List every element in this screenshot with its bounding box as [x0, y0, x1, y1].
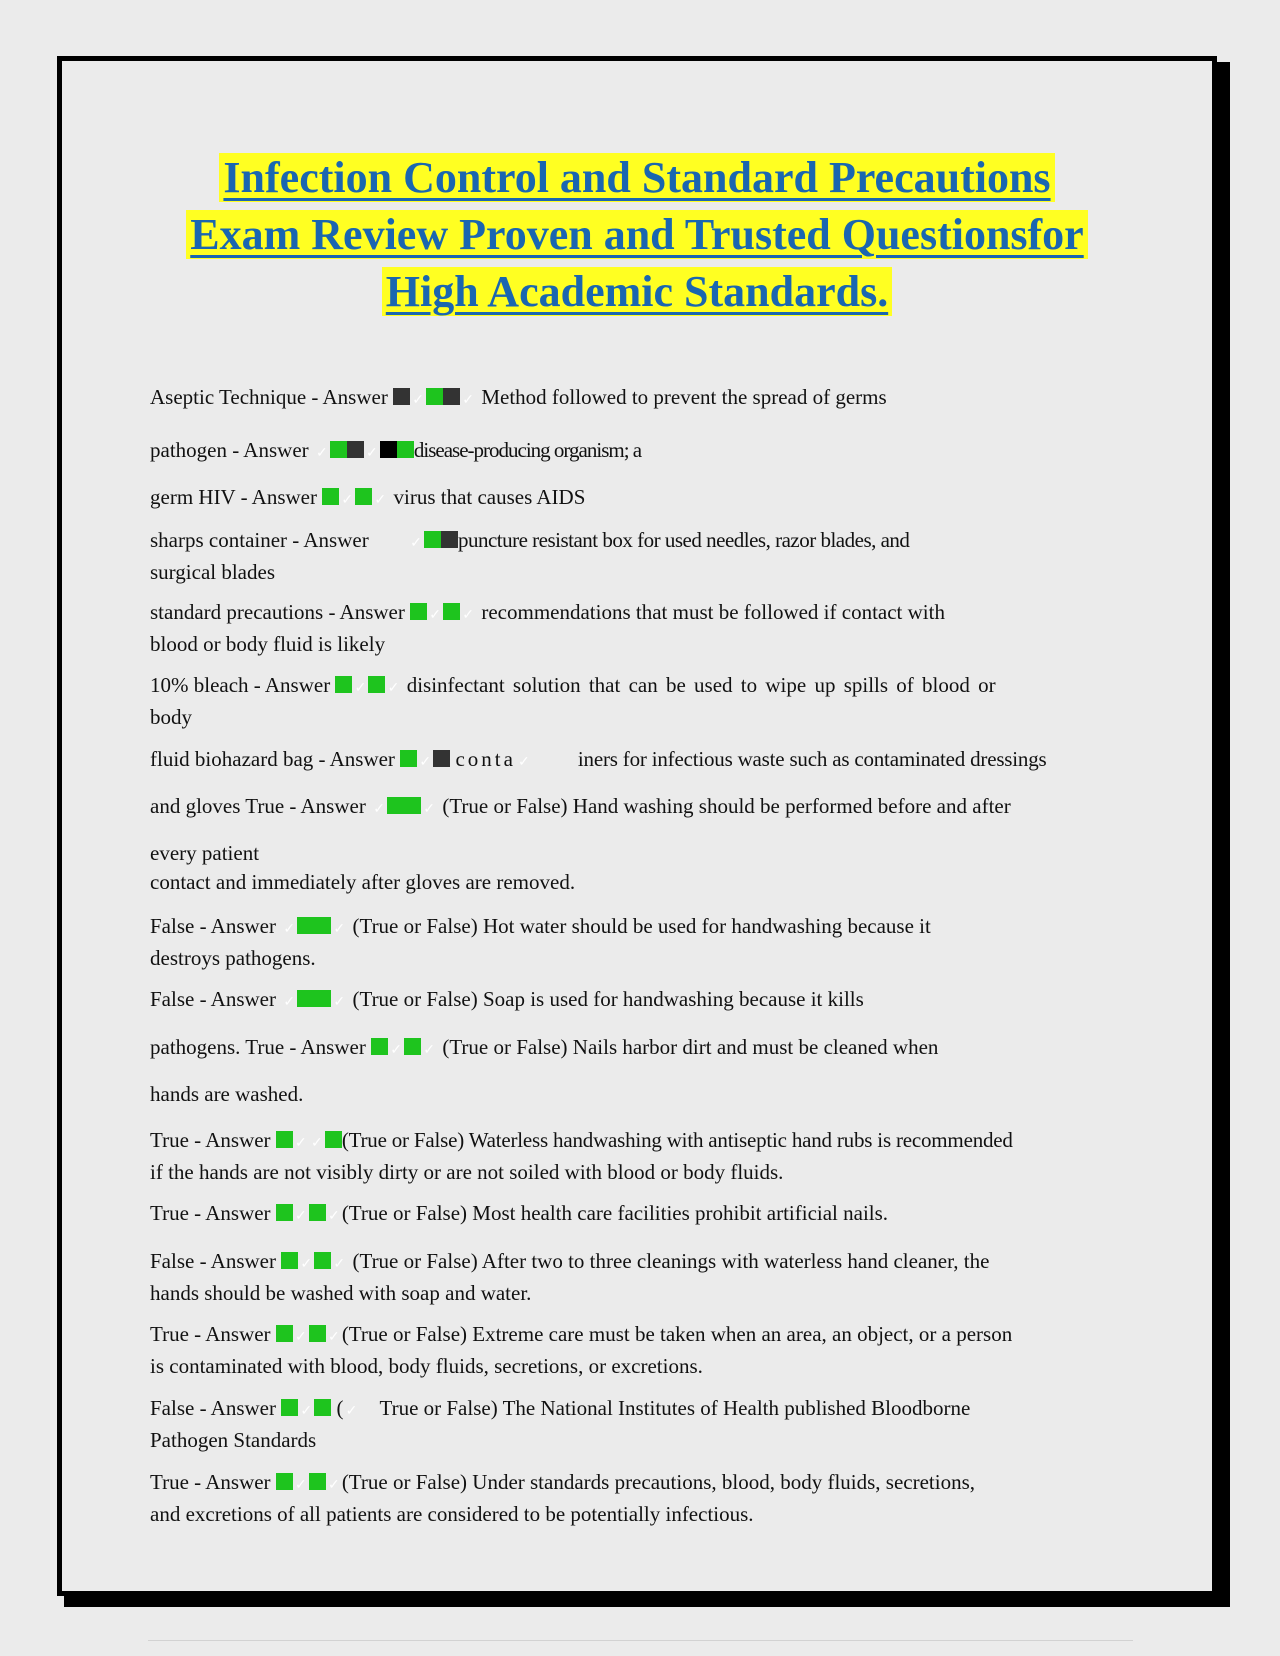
marker-icon — [314, 1399, 331, 1416]
qa-row: standard precautions - Answer ✓ ✓ recommendations that must be followed if contact with blood or body fluid is likely — [150, 600, 945, 656]
qa-row: 10% bleach - Answer ✓ ✓ disinfectant solution that can be used to wipe up spills of blood or body — [150, 673, 996, 729]
check-icon: ✓ — [283, 922, 296, 937]
qa-row: every patient contact and immediately after gloves are removed. — [150, 841, 576, 894]
title-line-2: Exam Review Proven and Trusted Questionsfor — [186, 210, 1087, 259]
marker-icon — [276, 1131, 293, 1148]
marker-icon — [297, 990, 314, 1007]
qa-row: True - Answer ✓ ✓ (True or False) Extreme care must be taken when an area, an object, or a person is contaminated with blood, body fluids, secretions, or excretions. — [150, 1322, 1013, 1378]
check-icon: ✓ — [316, 446, 328, 461]
check-icon: ✓ — [387, 681, 400, 696]
qa-row: False - Answer ✓ ✓ (True or False) Hot water should be used for handwashing because it destroys pathogens. — [150, 914, 931, 970]
check-icon: ✓ — [333, 995, 346, 1010]
check-icon: ✓ — [300, 1404, 313, 1419]
marker-icon — [404, 1038, 421, 1055]
marker-icon — [276, 1473, 293, 1490]
marker-icon — [433, 750, 450, 767]
qa-row: sharps container - Answer ✓ puncture resistant box for used needles, razor blades, and surgical blades — [150, 528, 910, 584]
marker-icon — [371, 1038, 388, 1055]
marker-icon — [297, 917, 314, 934]
marker-icon — [347, 441, 364, 458]
marker-icon — [397, 441, 414, 458]
check-icon: ✓ — [429, 608, 441, 623]
footer-divider — [148, 1640, 1133, 1641]
marker-icon — [330, 441, 347, 458]
check-icon: ✓ — [419, 755, 432, 770]
marker-icon — [314, 917, 331, 934]
marker-icon — [410, 603, 427, 620]
check-icon: ✓ — [366, 446, 378, 461]
title-line-1: Infection Control and Standard Precautions — [219, 153, 1054, 202]
marker-icon — [276, 1325, 293, 1342]
qa-row: True - Answer ✓ ✓ (True or False) Under standards precautions, blood, body fluids, secretions, and excretions of all patients are considered to be potentially infectious. — [150, 1470, 976, 1526]
marker-icon — [309, 1325, 326, 1342]
qa-row: fluid biohazard bag - Answer ✓ conta ✓ iners for infectious waste such as contaminated dressings — [150, 745, 1046, 777]
marker-icon — [281, 1252, 298, 1269]
check-icon: ✓ — [410, 536, 422, 551]
check-icon: ✓ — [310, 1136, 323, 1151]
check-icon: ✓ — [327, 1478, 340, 1493]
qa-row: False - Answer ✓ ✓ (True or False) Soap is used for handwashing because it kills — [150, 985, 864, 1017]
check-icon: ✓ — [294, 1330, 307, 1345]
document-page — [57, 56, 1217, 1596]
check-icon: ✓ — [423, 802, 435, 817]
check-icon: ✓ — [345, 1404, 358, 1419]
check-icon: ✓ — [294, 1478, 307, 1493]
check-icon: ✓ — [327, 1330, 340, 1345]
marker-icon — [424, 531, 441, 548]
check-icon: ✓ — [354, 681, 367, 696]
qa-row: True - Answer ✓ ✓ (True or False) Waterless handwashing with antiseptic hand rubs is recommended if the hands are not visibly dirty or are not soiled with blood or body fluids. — [150, 1128, 1013, 1184]
marker-icon — [426, 388, 443, 405]
check-icon: ✓ — [300, 1257, 313, 1272]
marker-icon — [276, 1204, 293, 1221]
check-icon: ✓ — [462, 393, 474, 408]
check-icon: ✓ — [333, 922, 346, 937]
qa-row: False - Answer ✓ ( ✓ True or False) The National Institutes of Health published Bloodborne Pathogen Standards — [150, 1396, 971, 1452]
check-icon: ✓ — [333, 1257, 346, 1272]
marker-icon — [309, 1204, 326, 1221]
marker-icon — [443, 603, 460, 620]
marker-icon — [404, 797, 421, 814]
check-icon: ✓ — [294, 1136, 307, 1151]
check-icon: ✓ — [412, 393, 424, 408]
check-icon: ✓ — [341, 493, 354, 508]
marker-icon — [322, 488, 339, 505]
marker-icon — [380, 441, 397, 458]
qa-row: germ HIV - Answer ✓ ✓ virus that causes AIDS — [150, 483, 585, 515]
marker-icon — [314, 990, 331, 1007]
qa-row: and gloves True - Answer ✓ ✓ (True or False) Hand washing should be performed before and after — [150, 792, 1011, 824]
qa-row: Aseptic Technique - Answer ✓ ✓ Method followed to prevent the spread of germs — [150, 383, 887, 415]
check-icon: ✓ — [373, 802, 385, 817]
marker-icon — [325, 1131, 342, 1148]
marker-icon — [441, 531, 458, 548]
marker-icon — [393, 388, 410, 405]
check-icon: ✓ — [294, 1209, 307, 1224]
qa-row: pathogen - Answer ✓ ✓ disease-producing organism; a — [150, 436, 641, 468]
qa-row: hands are washed. — [150, 1082, 304, 1106]
qa-row: pathogens. True - Answer ✓ ✓ (True or False) Nails harbor dirt and must be cleaned when — [150, 1033, 938, 1065]
qa-row: True - Answer ✓ ✓ (True or False) Most health care facilities prohibit artificial nails. — [150, 1199, 888, 1231]
marker-icon — [281, 1399, 298, 1416]
document-title — [62, 149, 1212, 320]
check-icon: ✓ — [390, 1043, 402, 1058]
check-icon: ✓ — [327, 1209, 340, 1224]
marker-icon — [355, 488, 372, 505]
marker-icon — [368, 676, 385, 693]
qa-row: False - Answer ✓ ✓ (True or False) After two to three cleanings with waterless hand cleaner, the hands should be washed with soap and water. — [150, 1249, 990, 1305]
check-icon: ✓ — [283, 995, 296, 1010]
marker-icon — [387, 797, 404, 814]
marker-icon — [335, 676, 352, 693]
marker-icon — [309, 1473, 326, 1490]
title-line-3: High Academic Standards. — [382, 267, 892, 316]
check-icon: ✓ — [423, 1043, 435, 1058]
check-icon: ✓ — [518, 755, 530, 770]
marker-icon — [314, 1252, 331, 1269]
check-icon: ✓ — [462, 608, 474, 623]
marker-icon — [400, 750, 417, 767]
marker-icon — [443, 388, 460, 405]
check-icon: ✓ — [374, 493, 387, 508]
